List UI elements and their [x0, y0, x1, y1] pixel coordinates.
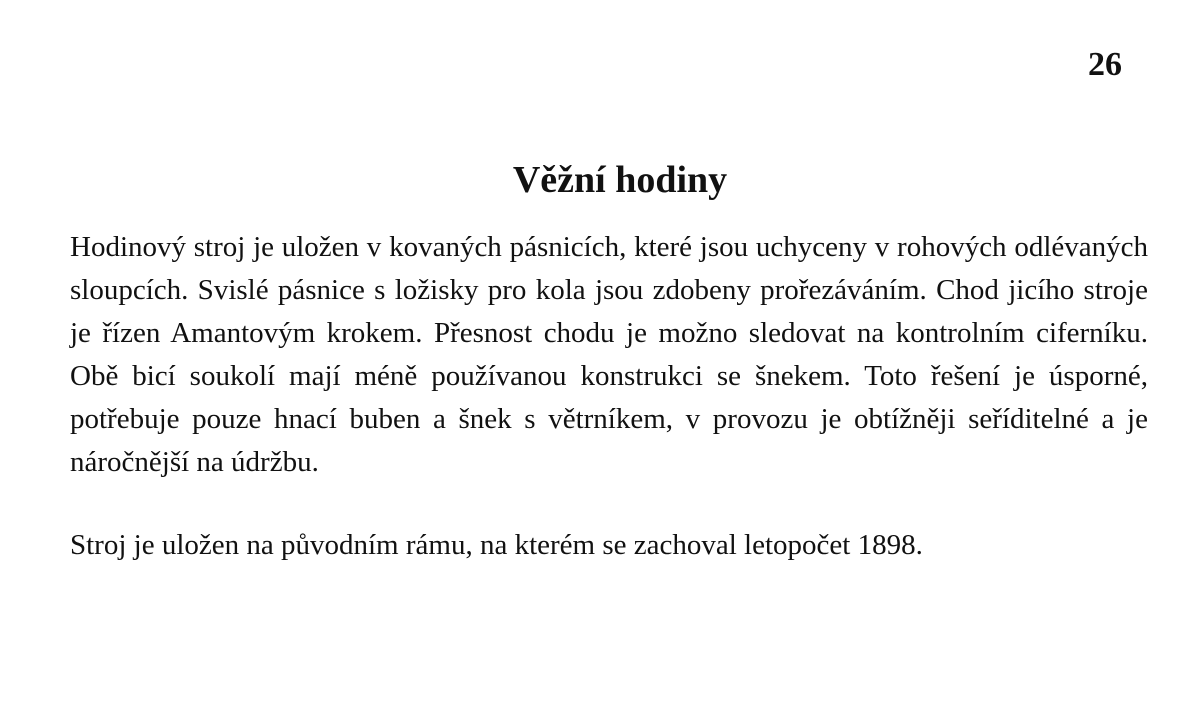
paragraph-clock-description: Hodinový stroj je uložen v kovaných pásnicích, které jsou uchyceny v rohových odlévaných sloupcích. Svislé pásnice s ložisky pro kola jsou zdobeny prořezáváním. Chod jicího stroje je řízen Amantovým krokem. Přesnost chodu je možno sledovat na kontrolním ciferníku. Obě bicí soukolí mají méně používanou konstrukci se šnekem. Toto řešení je úsporné, potřebuje pouze hnací buben a šnek s větrníkem, v provozu je obtížněji seříditelné a je náročnější na údržbu. — [70, 231, 1148, 478]
paragraph-frame-year: Stroj je uložen na původním rámu, na kterém se zachoval letopočet 1898. — [70, 529, 923, 561]
page-title: Věžní hodiny — [512, 159, 728, 202]
page-number: 26 — [1088, 46, 1122, 83]
body-text — [70, 226, 1148, 567]
